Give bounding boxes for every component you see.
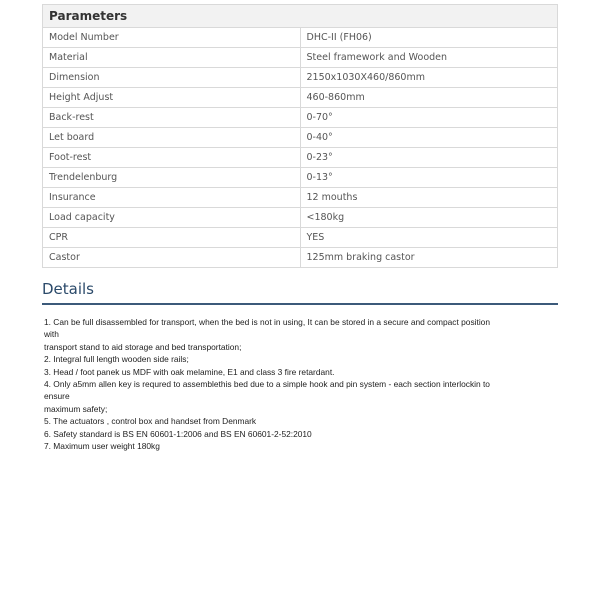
list-item: 2. Integral full length wooden side rails; [44,354,189,365]
table-row [43,28,558,48]
list-item: 6. Safety standard is BS EN 60601-1:2006 and BS EN 60601-2-52:2010 [44,428,312,439]
table-row [43,208,558,228]
table-row [43,248,558,268]
list-item: ensure [44,391,70,402]
row-value-material: Steel framework and Wooden [300,48,558,68]
parameters-header-row [43,5,558,28]
table-row [43,108,558,128]
row-label-back-rest: Back-rest [43,108,301,128]
row-label-material: Material [43,48,301,68]
table-row [43,148,558,168]
row-label-insurance: Insurance [43,188,301,208]
row-label-load-capacity: Load capacity [43,208,301,228]
row-value-load-capacity: <180kg [300,208,558,228]
parameters-title: Parameters [43,5,558,28]
row-value-cpr: YES [300,228,558,248]
list-item: 4. Only a5mm allen key is requred to assemblethis bed due to a simple hook and pin system - each section interlockin to [44,379,490,390]
row-label-foot-rest: Foot-rest [43,148,301,168]
row-value-height-adjust: 460-860mm [300,88,558,108]
row-label-height-adjust: Height Adjust [43,88,301,108]
list-item: maximum safety; [44,403,108,414]
row-value-castor: 125mm braking castor [300,248,558,268]
row-label-castor: Castor [43,248,301,268]
list-item: 7. Maximum user weight 180kg [44,441,160,452]
list-item: 3. Head / foot panek us MDF with oak melamine, E1 and class 3 fire retardant. [44,366,335,377]
table-row [43,88,558,108]
row-value-dimension: 2150x1030X460/860mm [300,68,558,88]
details-heading: Details [42,280,558,305]
table-row [43,168,558,188]
row-label-cpr: CPR [43,228,301,248]
list-item: 5. The actuators , control box and handset from Denmark [44,416,257,427]
table-row [43,68,558,88]
table-row [43,128,558,148]
row-value-let-board: 0-40° [300,128,558,148]
row-value-insurance: 12 mouths [300,188,558,208]
table-row [43,228,558,248]
parameters-table [42,4,558,268]
list-item: with [44,329,59,340]
row-value-back-rest: 0-70° [300,108,558,128]
list-item: 1. Can be full disassembled for transport, when the bed is not in using, It can be stored in a secure and compact position [44,317,490,327]
row-label-let-board: Let board [43,128,301,148]
row-label-dimension: Dimension [43,68,301,88]
row-value-trendelenburg: 0-13° [300,168,558,188]
table-row [43,188,558,208]
row-value-foot-rest: 0-23° [300,148,558,168]
row-label-model-number: Model Number [43,28,301,48]
row-label-trendelenburg: Trendelenburg [43,168,301,188]
details-list [44,316,556,452]
row-value-model-number: DHC-II (FH06) [300,28,558,48]
table-row [43,48,558,68]
list-item: transport stand to aid storage and bed transportation; [44,341,242,352]
